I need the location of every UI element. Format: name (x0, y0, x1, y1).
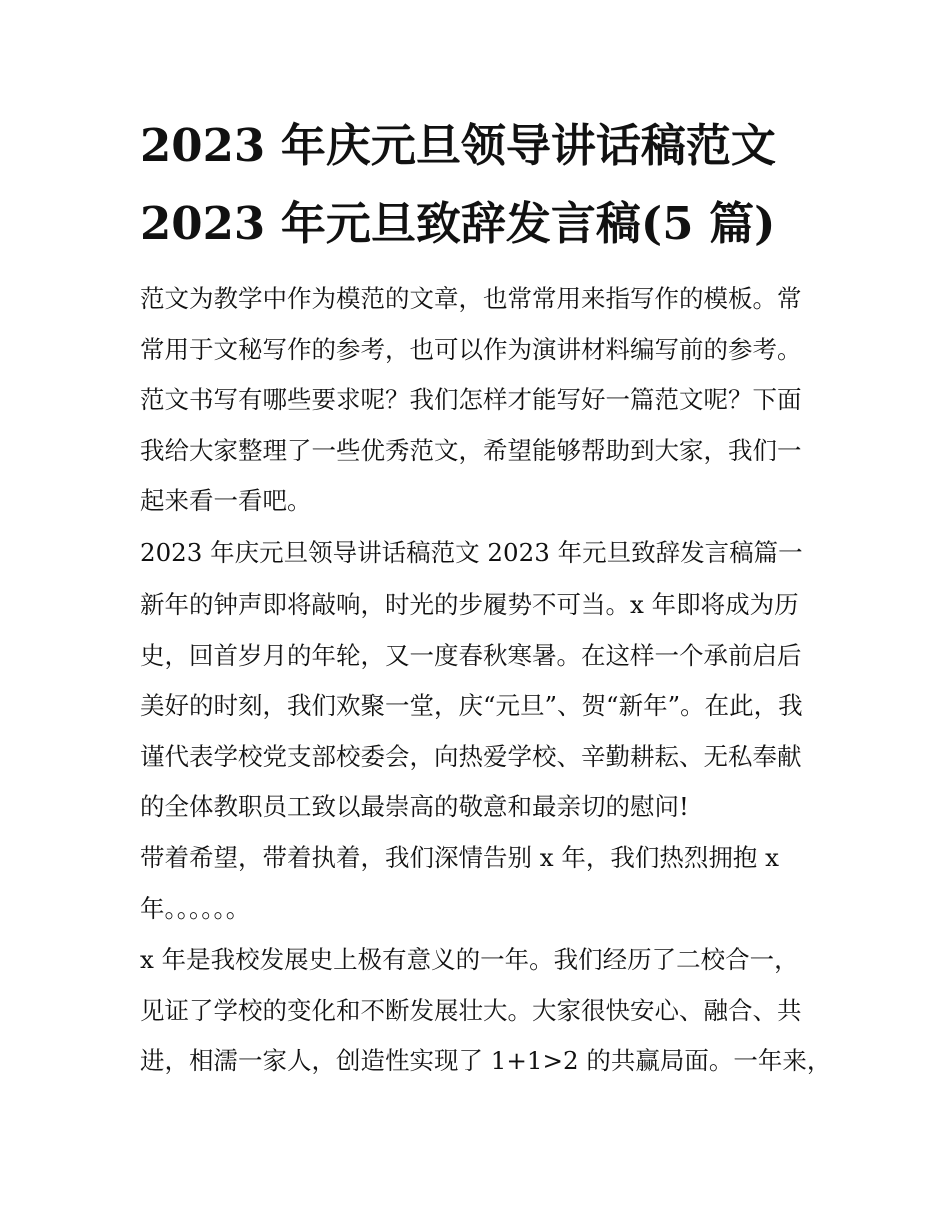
document-title-line-1: 2023 年庆元旦领导讲话稿范文 (140, 119, 776, 172)
intro-line: 我给大家整理了一些优秀范文，希望能够帮助到大家，我们一 (140, 435, 802, 465)
intro-line: 常用于文秘写作的参考，也可以作为演讲材料编写前的参考。 (140, 334, 802, 364)
document-title-line-2: 2023 年元旦致辞发言稿(5 篇) (140, 197, 776, 250)
paragraph-line: 美好的时刻，我们欢聚一堂，庆“元旦”、贺“新年”。在此，我 (140, 691, 803, 720)
intro-paragraph (140, 274, 820, 527)
paragraph-line: 年。。。。。。 (140, 893, 251, 923)
paragraph-line: 带着希望，带着执着，我们深情告别 x 年，我们热烈拥抱 x (140, 843, 779, 872)
paragraph-3 (140, 935, 832, 1087)
paragraph-line: 新年的钟声即将敲响，时光的步履势不可当。x 年即将成为历 (140, 590, 799, 619)
intro-line: 起来看一看吧。 (140, 486, 312, 515)
section-heading-text: 2023 年庆元旦领导讲话稿范文 2023 年元旦致辞发言稿篇一 (140, 538, 803, 567)
section-heading (140, 533, 820, 572)
paragraph-line: 的全体教职员工致以最崇高的敬意和最亲切的慰问! (140, 792, 689, 821)
paragraph-2 (140, 833, 820, 934)
paragraph-line: 见证了学校的变化和不断发展壮大。大家很快安心、融合、共 (140, 995, 802, 1025)
paragraph-line: x 年是我校发展史上极有意义的一年。我们经历了二校合一， (140, 945, 799, 974)
paragraph-line: 进，相濡一家人，创造性实现了 1+1>2 的共赢局面。一年来， (140, 1046, 832, 1075)
paragraph-line: 史，回首岁月的年轮，又一度春秋寒暑。在这样一个承前启后 (140, 640, 802, 670)
paragraph-1 (140, 580, 820, 833)
intro-line: 范文书写有哪些要求呢？我们怎样才能写好一篇范文呢？下面 (140, 385, 802, 414)
paragraph-line: 谨代表学校党支部校委会，向热爱学校、辛勤耕耘、无私奉献 (140, 741, 802, 771)
intro-line: 范文为教学中作为模范的文章，也常常用来指写作的模板。常 (140, 284, 802, 313)
